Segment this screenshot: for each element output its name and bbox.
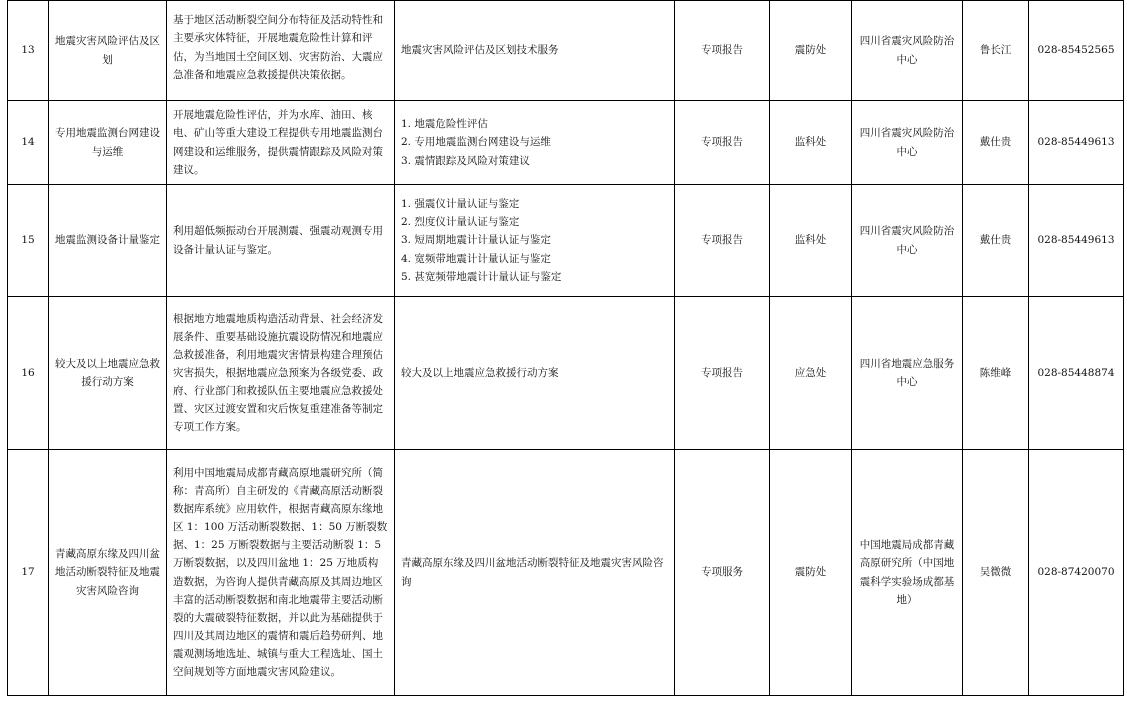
row-number: 17 bbox=[8, 450, 49, 696]
service-items bbox=[395, 297, 675, 450]
service-name: 专用地震监测台网建设与运维 bbox=[49, 101, 167, 185]
table-row bbox=[8, 101, 1124, 185]
service-item: 1. 强震仪计量认证与鉴定 bbox=[401, 198, 520, 211]
contact-person: 戴仕贵 bbox=[963, 101, 1029, 185]
row-number: 14 bbox=[8, 101, 49, 185]
service-items bbox=[395, 450, 675, 696]
contact-phone: 028-85452565 bbox=[1029, 1, 1124, 101]
service-category: 专项报告 bbox=[675, 297, 770, 450]
service-unit: 四川省震灾风险防治中心 bbox=[852, 101, 963, 185]
contact-person: 戴仕贵 bbox=[963, 185, 1029, 297]
service-description: 利用中国地震局成都青藏高原地震研究所（简称：青高所）自主研发的《青藏高原活动断裂数据库系统》应用软件，根据青藏高原东缘地区 1：100 万活动断裂数据、1：50 万断裂数据、1：25 万断裂数据与主要活动断裂 1：5 万断裂数据，以及四川盆地 1：25 万地质构造数据，为咨询人提供青藏高原及其周边地区丰富的活动断裂数据和南北地震带主要活动断裂的大震破裂特征数据，并以此为基础提供于四川及其周边地区的震情和震后趋势研判、地震观测场地选址、城镇与重大工程选址、国土空间规划等方面地震灾害风险建议。 bbox=[167, 450, 395, 696]
contact-person: 鲁长江 bbox=[963, 1, 1029, 101]
service-name: 较大及以上地震应急救援行动方案 bbox=[49, 297, 167, 450]
contact-phone: 028-87420070 bbox=[1029, 450, 1124, 696]
service-item: 地震灾害风险评估及区划技术服务 bbox=[401, 44, 559, 57]
table-row bbox=[8, 297, 1124, 450]
service-item: 3. 震情跟踪及风险对策建议 bbox=[401, 154, 530, 167]
service-item: 4. 宽频带地震计计量认证与鉴定 bbox=[401, 252, 551, 265]
contact-phone: 028-85449613 bbox=[1029, 101, 1124, 185]
table-row bbox=[8, 1, 1124, 101]
contact-phone: 028-85449613 bbox=[1029, 185, 1124, 297]
service-category: 专项报告 bbox=[675, 185, 770, 297]
service-item: 2. 专用地震监测台网建设与运维 bbox=[401, 136, 551, 149]
service-name: 地震监测设备计量鉴定 bbox=[49, 185, 167, 297]
service-table bbox=[7, 0, 1124, 696]
contact-phone: 028-85448874 bbox=[1029, 297, 1124, 450]
table-row bbox=[8, 185, 1124, 297]
service-description bbox=[167, 1, 395, 101]
service-description: 开展地震危险性评估，并为水库、油田、核电、矿山等重大建设工程提供专用地震监测台网建设和运维服务，提供震情跟踪及风险对策建议。 bbox=[167, 101, 395, 185]
responsible-department: 震防处 bbox=[770, 450, 852, 696]
responsible-department: 震防处 bbox=[770, 1, 852, 101]
contact-person: 陈维峰 bbox=[963, 297, 1029, 450]
service-item: 2. 烈度仪计量认证与鉴定 bbox=[401, 216, 520, 229]
service-name: 地震灾害风险评估及区划 bbox=[49, 1, 167, 101]
contact-person: 吴微微 bbox=[963, 450, 1029, 696]
service-category: 专项服务 bbox=[675, 450, 770, 696]
service-item: 3. 短周期地震计计量认证与鉴定 bbox=[401, 234, 551, 247]
service-unit: 四川省震灾风险防治中心 bbox=[852, 1, 963, 101]
service-item: 青藏高原东缘及四川盆地活动断裂特征及地震灾害风险咨询 bbox=[401, 557, 664, 588]
service-items bbox=[395, 101, 675, 185]
service-item: 较大及以上地震应急救援行动方案 bbox=[401, 366, 559, 379]
service-unit: 四川省地震应急服务中心 bbox=[852, 297, 963, 450]
service-description: 根据地方地震地质构造活动背景、社会经济发展条件、重要基础设施抗震设防情况和地震应急救援准备，利用地震灾害情景构建合理预估灾害损失，根据地震应急预案为各级党委、政府、行业部门和救援队伍主要地震应急救援处置、灾区过渡安置和灾后恢复重建准备等制定专项工作方案。 bbox=[167, 297, 395, 450]
service-name: 青藏高原东缘及四川盆地活动断裂特征及地震灾害风险咨询 bbox=[49, 450, 167, 696]
service-description: 利用超低频振动台开展测震、强震动观测专用设备计量认证与鉴定。 bbox=[167, 185, 395, 297]
service-items bbox=[395, 185, 675, 297]
responsible-department: 应急处 bbox=[770, 297, 852, 450]
service-description-text: 基于地区活动断裂空间分布特征及活动特性和主要承灾体特征，开展地震危险性计算和评估，为当地国土空间区划、灾害防治、大震应急准备和地震应急救援提供决策依据。 bbox=[173, 14, 383, 81]
service-item: 1. 地震危险性评估 bbox=[401, 118, 488, 131]
table-row bbox=[8, 450, 1124, 696]
service-unit: 四川省震灾风险防治中心 bbox=[852, 185, 963, 297]
service-unit: 中国地震局成都青藏高原研究所（中国地震科学实验场成都基地） bbox=[852, 450, 963, 696]
service-category: 专项报告 bbox=[675, 1, 770, 101]
responsible-department: 监科处 bbox=[770, 185, 852, 297]
row-number: 15 bbox=[8, 185, 49, 297]
row-number: 13 bbox=[8, 1, 49, 101]
service-item: 5. 甚宽频带地震计计量认证与鉴定 bbox=[401, 270, 562, 283]
service-items bbox=[395, 1, 675, 101]
service-category: 专项报告 bbox=[675, 101, 770, 185]
responsible-department: 监科处 bbox=[770, 101, 852, 185]
row-number: 16 bbox=[8, 297, 49, 450]
